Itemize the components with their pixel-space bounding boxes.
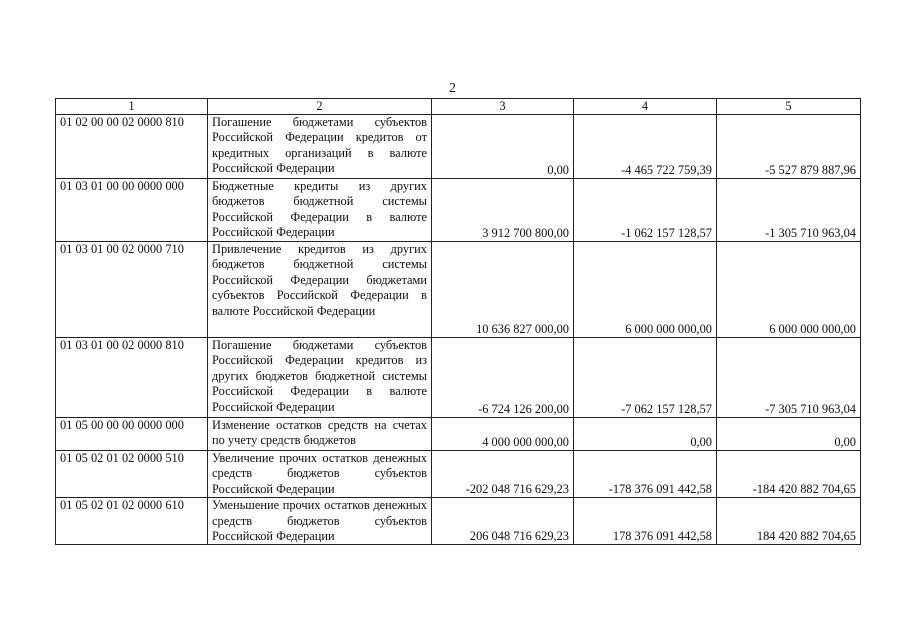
table-row	[56, 242, 861, 338]
row-value-col5: 184 420 882 704,65	[717, 498, 861, 545]
row-code: 01 05 02 01 02 0000 510	[56, 451, 208, 498]
table-row	[56, 179, 861, 242]
row-value-col4: -1 062 157 128,57	[574, 179, 717, 242]
row-code: 01 02 00 00 02 0000 810	[56, 115, 208, 179]
row-name: Бюджетные кредиты из других бюджетов бюджетной системы Российской Федерации в валюте Российской Федерации	[208, 179, 432, 242]
row-name: Увеличение прочих остатков денежных средств бюджетов субъектов Российской Федерации	[208, 451, 432, 498]
row-value-col3: 10 636 827 000,00	[432, 242, 574, 338]
row-value-col4: 6 000 000 000,00	[574, 242, 717, 338]
row-value-col5: -1 305 710 963,04	[717, 179, 861, 242]
table-header	[56, 99, 861, 115]
row-value-col4: -4 465 722 759,39	[574, 115, 717, 179]
row-value-col4: 0,00	[574, 418, 717, 451]
table-row	[56, 338, 861, 418]
row-value-col4: -178 376 091 442,58	[574, 451, 717, 498]
row-value-col3: 3 912 700 800,00	[432, 179, 574, 242]
row-name: Привлечение кредитов из других бюджетов бюджетной системы Российской Федерации бюджетами субъектов Российской Федерации в валюте Российской Федерации	[208, 242, 432, 338]
header-row	[56, 99, 861, 115]
row-value-col4: -7 062 157 128,57	[574, 338, 717, 418]
header-col-4: 4	[574, 99, 717, 115]
table-row	[56, 451, 861, 498]
row-value-col5: 0,00	[717, 418, 861, 451]
header-col-1: 1	[56, 99, 208, 115]
row-code: 01 05 02 01 02 0000 610	[56, 498, 208, 545]
row-code: 01 05 00 00 00 0000 000	[56, 418, 208, 451]
row-code: 01 03 01 00 02 0000 810	[56, 338, 208, 418]
row-value-col3: 4 000 000 000,00	[432, 418, 574, 451]
row-name: Погашение бюджетами субъектов Российской Федерации кредитов из других бюджетов бюджетной системы Российской Федерации в валюте Российской Федерации	[208, 338, 432, 418]
row-code: 01 03 01 00 00 0000 000	[56, 179, 208, 242]
row-value-col3: -6 724 126 200,00	[432, 338, 574, 418]
row-value-col5: -5 527 879 887,96	[717, 115, 861, 179]
row-name: Погашение бюджетами субъектов Российской Федерации кредитов от кредитных организаций в валюте Российской Федерации	[208, 115, 432, 179]
budget-sources-table	[55, 98, 861, 545]
table-row	[56, 498, 861, 545]
row-value-col5: -7 305 710 963,04	[717, 338, 861, 418]
row-value-col5: 6 000 000 000,00	[717, 242, 861, 338]
row-name: Уменьшение прочих остатков денежных средств бюджетов субъектов Российской Федерации	[208, 498, 432, 545]
header-col-3: 3	[432, 99, 574, 115]
row-value-col5: -184 420 882 704,65	[717, 451, 861, 498]
row-value-col3: 0,00	[432, 115, 574, 179]
row-code: 01 03 01 00 02 0000 710	[56, 242, 208, 338]
page-number: 2	[449, 81, 456, 96]
table-row	[56, 418, 861, 451]
row-value-col3: 206 048 716 629,23	[432, 498, 574, 545]
row-value-col4: 178 376 091 442,58	[574, 498, 717, 545]
table-body	[56, 115, 861, 545]
row-name: Изменение остатков средств на счетах по учету средств бюджетов	[208, 418, 432, 451]
header-col-2: 2	[208, 99, 432, 115]
header-col-5: 5	[717, 99, 861, 115]
row-value-col3: -202 048 716 629,23	[432, 451, 574, 498]
table-row	[56, 115, 861, 179]
